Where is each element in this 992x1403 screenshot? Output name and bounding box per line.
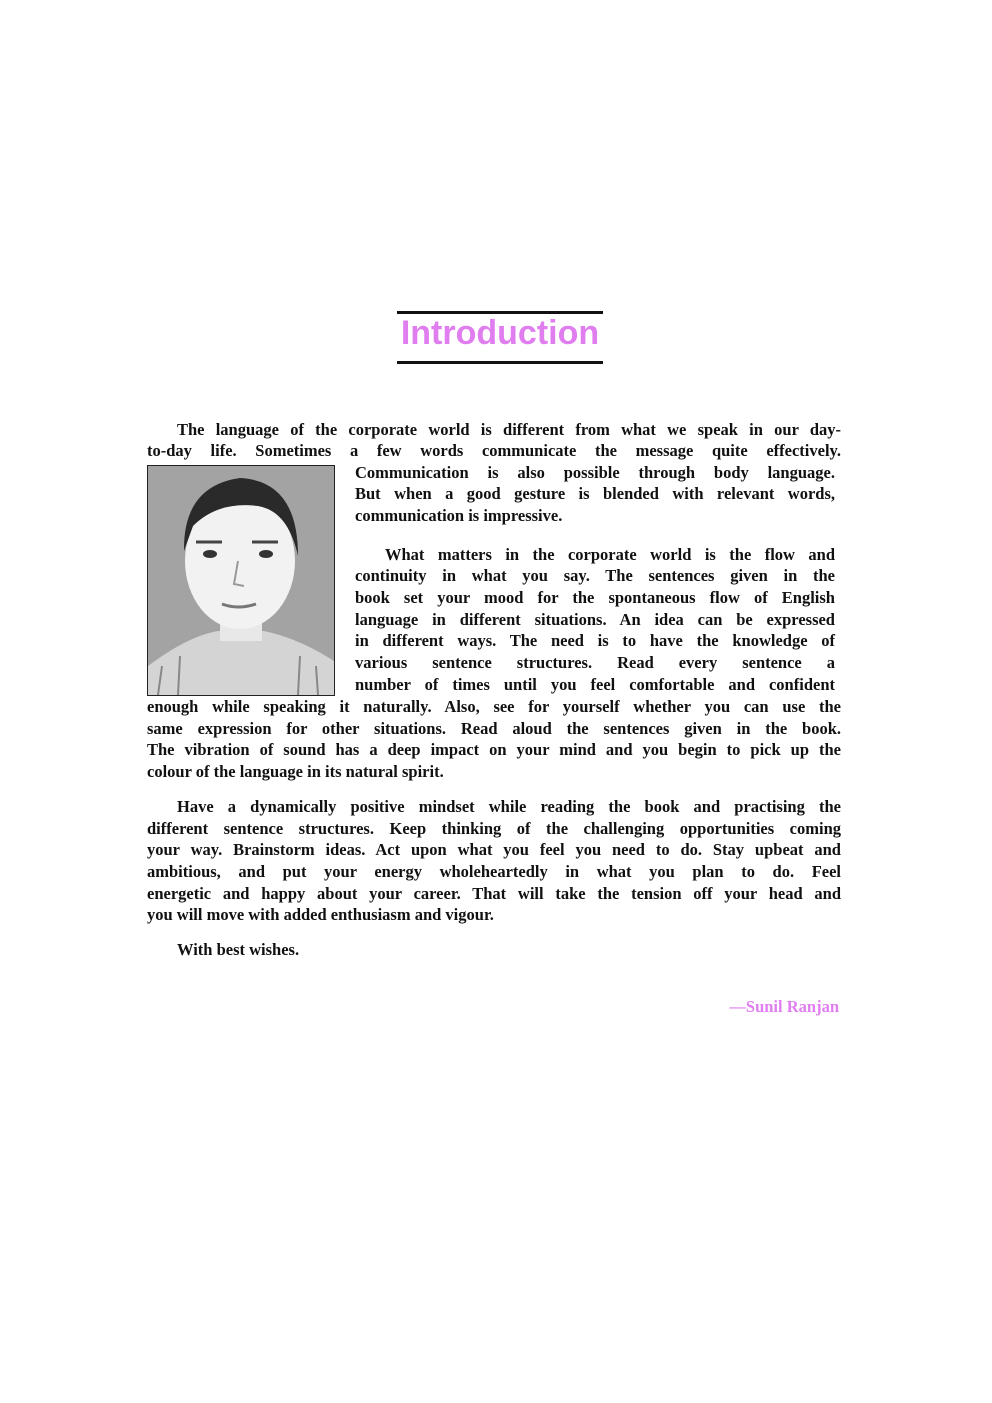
text-line: What matters in the corporate world is the flow and: [385, 545, 835, 564]
title-rule-bottom: [397, 361, 603, 364]
text-line: book set your mood for the spontaneous flow of English: [355, 588, 835, 607]
text-line: energetic and happy about your career. That will take the tension off your head and: [147, 884, 841, 903]
text-line: But when a good gesture is blended with relevant words,: [355, 484, 835, 503]
text-line: various sentence structures. Read every sentence a: [355, 653, 835, 672]
author-signature: —Sunil Ranjan: [729, 997, 839, 1016]
text-line: your way. Brainstorm ideas. Act upon what you feel you need to do. Stay upbeat and: [147, 840, 841, 859]
closing-line: With best wishes.: [177, 940, 300, 959]
text-line: language in different situations. An idea can be expressed: [355, 610, 835, 629]
text-line: enough while speaking it naturally. Also, see for yourself whether you can use the: [147, 697, 841, 716]
author-photo: [147, 465, 335, 696]
text-line: Communication is also possible through body language.: [355, 463, 835, 482]
text-line: same expression for other situations. Read aloud the sentences given in the book.: [147, 719, 841, 738]
page-title: Introduction: [400, 314, 600, 352]
text-line: The language of the corporate world is different from what we speak in our day-: [177, 420, 841, 439]
text-line: you will move with added enthusiasm and vigour.: [147, 905, 494, 924]
text-line: to-day life. Sometimes a few words communicate the message quite effectively.: [147, 441, 841, 460]
text-line: The vibration of sound has a deep impact on your mind and you begin to pick up the: [147, 740, 841, 759]
text-line: colour of the language in its natural spirit.: [147, 762, 444, 781]
text-line: communication is impressive.: [355, 506, 563, 525]
text-line: number of times until you feel comfortable and confident: [355, 675, 835, 694]
text-line: continuity in what you say. The sentences given in the: [355, 566, 835, 585]
text-line: different sentence structures. Keep thinking of the challenging opportunities coming: [147, 819, 841, 838]
text-line: in different ways. The need is to have the knowledge of: [355, 631, 835, 650]
text-line: Have a dynamically positive mindset while reading the book and practising the: [177, 797, 841, 816]
text-line: ambitious, and put your energy wholeheartedly in what you plan to do. Feel: [147, 862, 841, 881]
